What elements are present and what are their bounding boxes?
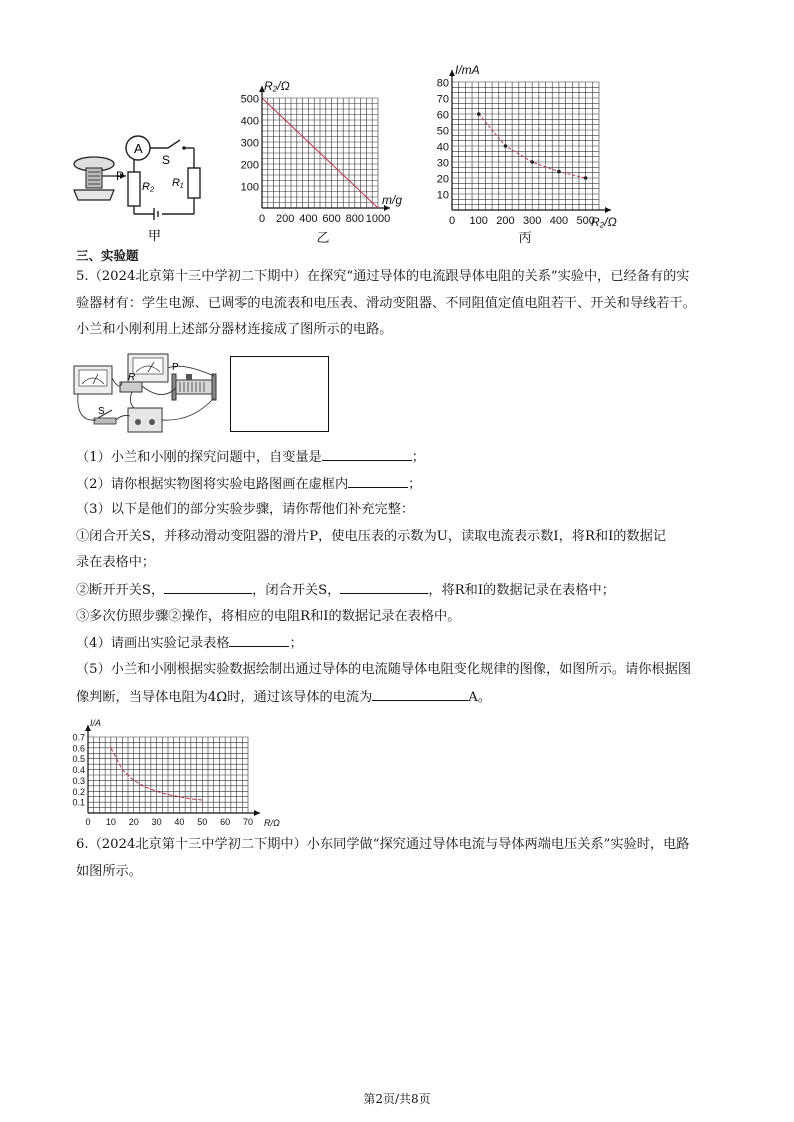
x-tick-label: 10 <box>105 817 116 827</box>
data-point <box>530 160 534 164</box>
q5-step2: ②断开开关S， ，闭合开关S， ，将R和I的数据记录在表格中； <box>76 583 615 598</box>
y-tick-label: 30 <box>436 157 449 170</box>
y-tick-label: 300 <box>240 137 259 150</box>
figure-jia-caption: 甲 <box>148 228 162 243</box>
x-tick-label: 200 <box>496 215 515 227</box>
q6-line1: 6.（2024北京第十三中学初二下期中）小东同学做“探究通过导体电流与导体两端电压关系”实验时，电路 <box>76 837 690 852</box>
x-axis-label: R₂/Ω <box>591 215 617 229</box>
y-axis-label: R₂/Ω <box>264 79 290 93</box>
y-tick-label: 0.6 <box>72 743 85 754</box>
x-tick-label: 200 <box>276 213 295 225</box>
y-tick-label: 0.7 <box>72 732 85 743</box>
q5-sub5-blank[interactable] <box>372 688 468 701</box>
x-tick-label: 60 <box>220 817 231 827</box>
switch-label: S <box>162 153 171 167</box>
apparatus-label-p: P <box>172 362 179 373</box>
y-tick-label: 70 <box>436 93 449 106</box>
apparatus-label-r: R <box>128 372 136 383</box>
q5-sub4: （4）请画出实验记录表格 ； <box>76 636 303 651</box>
data-point <box>584 176 588 180</box>
q6-line2: 如图所示。 <box>76 864 142 879</box>
x-axis-arrow <box>254 810 260 816</box>
power-supply-icon <box>128 408 162 432</box>
page-footer: 第2页/共8页 <box>363 1092 431 1106</box>
q5-sub5-line2: 像判断，当导体电阻为4Ω时，通过该导体的电流为 A。 <box>76 690 491 705</box>
figure-bing-chart <box>425 60 640 246</box>
apparatus-label-s: S <box>98 406 105 417</box>
y-tick-label: 400 <box>240 115 259 128</box>
q5-sub2: （2）请你根据实物图将实验电路图画在虚框内 ； <box>76 477 422 492</box>
figure-caption: 乙 <box>316 230 330 245</box>
q5-sub2-blank[interactable] <box>348 475 408 488</box>
rheostat-icon <box>172 374 216 400</box>
x-tick-label: 100 <box>469 215 488 227</box>
y-tick-label: 0.3 <box>72 775 85 786</box>
y-tick-label: 500 <box>240 93 259 106</box>
figure-yi-chart <box>228 76 418 246</box>
q5-sub5-line1: （5）小兰和小刚根据实验数据绘制出通过导体的电流随导体电阻变化规律的图像，如图所示。请你根据图 <box>76 662 692 677</box>
x-tick-label: 0 <box>85 817 91 827</box>
voltmeter-icon <box>74 366 112 394</box>
q5-step1-line1: ①闭合开关S，并移动滑动变阻器的滑片P，使电压表的示数为U，读取电流表示数I，将R和I的数据记 <box>76 529 667 544</box>
x-tick-label: 0 <box>448 215 456 227</box>
apparatus-illustration <box>72 352 222 440</box>
data-point <box>504 144 508 148</box>
q5-intro-line3: 小兰和小刚利用上述部分器材连接成了图所示的电路。 <box>76 322 393 337</box>
x-tick-label: 600 <box>322 213 341 225</box>
data-point <box>557 170 561 174</box>
x-tick-label: 400 <box>299 213 318 225</box>
q5-sub1: （1）小兰和小刚的探究问题中，自变量是 ； <box>76 450 425 465</box>
y-tick-label: 50 <box>436 125 449 138</box>
y-axis-label: I/mA <box>455 63 480 77</box>
data-point <box>477 112 481 116</box>
circuit-drawing-box[interactable] <box>230 356 329 432</box>
r2-label: R₂ <box>142 181 155 193</box>
resistor-device-icon <box>120 382 142 392</box>
q5-step3: ③多次仿照步骤②操作，将相应的电阻R和I的数据记录在表格中。 <box>76 609 461 624</box>
x-tick-label: 0 <box>258 213 266 225</box>
x-tick-label: 500 <box>576 215 595 227</box>
r1-label: R₁ <box>172 177 184 189</box>
x-tick-label: 300 <box>523 215 542 227</box>
x-tick-label: 50 <box>197 817 208 827</box>
x-axis-label: m/g <box>382 193 403 207</box>
y-tick-label: 10 <box>436 189 449 202</box>
y-axis-label: I/A <box>90 718 102 728</box>
slider-label: P <box>116 169 125 183</box>
q5-intro-line1: 5.（2024北京第十三中学初二下期中）在探究“通过导体的电流跟导体电阻的关系”实验中，已经备有的实 <box>76 269 690 284</box>
y-tick-label: 60 <box>436 109 449 122</box>
r1-resistor <box>188 168 200 198</box>
y-tick-label: 100 <box>240 181 259 194</box>
y-tick-label: 20 <box>436 173 449 186</box>
r2-resistor <box>128 172 140 206</box>
ammeter-label: A <box>134 141 143 156</box>
x-tick-label: 70 <box>242 817 254 827</box>
q5-current-resistance-chart <box>68 716 293 834</box>
y-tick-label: 0.1 <box>72 797 85 808</box>
q5-sub1-blank[interactable] <box>322 448 412 461</box>
q5-step2-blank2[interactable] <box>340 581 428 594</box>
y-tick-label: 0.5 <box>72 754 85 765</box>
section-title: 三、实验题 <box>76 248 139 263</box>
q5-sub4-blank[interactable] <box>229 634 289 647</box>
figure-caption: 丙 <box>518 230 532 245</box>
q5-step1-line2: 录在表格中； <box>76 555 156 570</box>
x-axis-arrow <box>605 207 611 213</box>
x-tick-label: 40 <box>174 817 185 827</box>
y-tick-label: 0.4 <box>72 765 85 776</box>
x-tick-label: 30 <box>151 817 162 827</box>
x-axis-label: R/Ω <box>264 818 280 828</box>
q5-step2-blank1[interactable] <box>164 581 252 594</box>
y-tick-label: 40 <box>436 141 449 154</box>
q5-intro-line2: 验器材有：学生电源、已调零的电流表和电压表、滑动变阻器、不同阻值定值电阻若干、开关和导线若干。 <box>76 296 696 311</box>
q5-sub3: （3）以下是他们的部分实验步骤，请你帮他们补充完整： <box>76 502 415 517</box>
figure-jia-circuit <box>68 128 218 246</box>
x-tick-label: 400 <box>549 215 569 227</box>
y-tick-label: 80 <box>436 77 449 90</box>
x-tick-label: 1000 <box>365 213 391 225</box>
x-tick-label: 800 <box>345 213 364 225</box>
y-tick-label: 0.2 <box>72 786 85 797</box>
y-tick-label: 200 <box>240 159 259 172</box>
x-tick-label: 20 <box>128 817 139 827</box>
